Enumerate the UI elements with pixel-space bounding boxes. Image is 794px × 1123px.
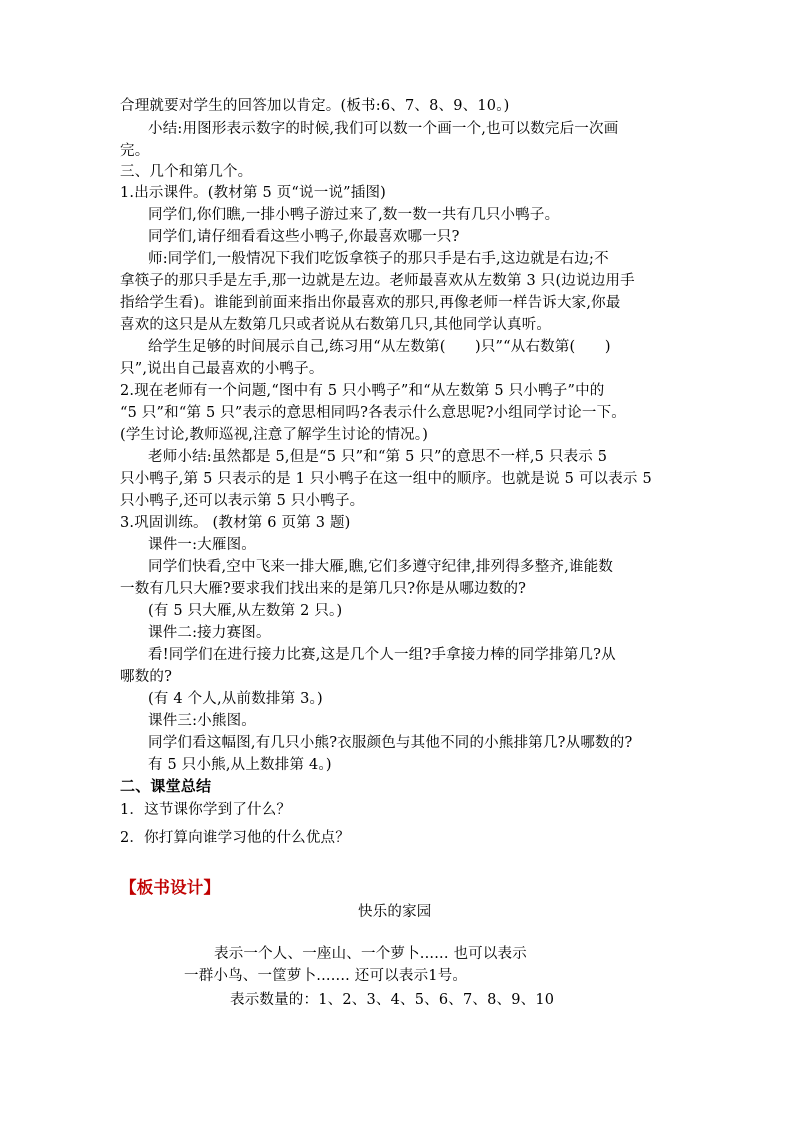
summary-item-2: 2．你打算向谁学习他的什么优点？ (120, 830, 350, 846)
text-line: 给学生足够的时间展示自己,练习用“从左数第( )只”“从右数第( ) (148, 339, 611, 355)
text-line: (有 5 只大雁,从左数第 2 只。) (148, 603, 343, 619)
text-line: 2.现在老师有一个问题,“图中有 5 只小鸭子”和“从左数第 5 只小鸭子”中的 (120, 383, 605, 399)
text-line: 同学们看这幅图,有几只小熊?衣服颜色与其他不同的小熊排第几?从哪数的? (148, 735, 633, 751)
text-line: 同学们快看,空中飞来一排大雁,瞧,它们多遵守纪律,排列得多整齐,谁能数 (148, 559, 614, 575)
text-line: 1.出示课件。(教材第 5 页“说一说”插图) (120, 185, 387, 201)
text-line: 同学们,请仔细看看这些小鸭子,你最喜欢哪一只? (148, 229, 460, 245)
text-line: 课件二:接力赛图。 (148, 625, 271, 641)
text-line: 看!同学们在进行接力比赛,这是几个人一组?手拿接力棒的同学排第几?从 (148, 647, 616, 663)
summary-item-1: 1．这节课你学到了什么？ (120, 802, 292, 818)
text-line: (有 4 个人,从前数排第 3。) (148, 691, 323, 707)
text-line: 指给学生看)。谁能到前面来指出你最喜欢的那只,再像老师一样告诉大家,你最 (120, 295, 621, 311)
board-design-label: 【板书设计】 (120, 878, 221, 897)
text-line: 三、几个和第几个。 (120, 164, 253, 180)
text-line: (学生讨论,教师巡视,注意了解学生讨论的情况。) (120, 427, 429, 443)
summary-heading: 二、课堂总结 (120, 777, 212, 795)
board-line-3: 表示数量的：1、2、3、4、5、6、7、8、9、10 (230, 992, 555, 1008)
board-line-2: 一群小鸟、一筐萝卜....... 还可以表示1号。 (184, 968, 468, 984)
board-title: 快乐的家园 (358, 904, 432, 920)
text-line: 只”,说出自己最喜欢的小鸭子。 (120, 361, 324, 377)
text-line: 拿筷子的那只手是左手,那一边就是左边。老师最喜欢从左数第 3 只(边说边用手 (120, 273, 635, 289)
text-line: 只小鸭子,还可以表示第 5 只小鸭子。 (120, 493, 365, 509)
text-line: 一数有几只大雁?要求我们找出来的是第几只?你是从哪边数的? (120, 581, 527, 597)
text-line: 3.巩固训练。 (教材第 6 页第 3 题) (120, 515, 351, 531)
text-line: 只小鸭子,第 5 只表示的是 1 只小鸭子在这一组中的顺序。也就是说 5 可以表示 5 (120, 471, 652, 487)
text-line: 课件一:大雁图。 (148, 537, 256, 553)
text-line: 老师小结:虽然都是 5,但是“5 只”和“第 5 只”的意思不一样,5 只表示 5 (148, 449, 608, 465)
text-line: “5 只”和“第 5 只”表示的意思相同吗?各表示什么意思呢?小组同学讨论一下。 (120, 405, 626, 421)
text-line: 师:同学们,一般情况下我们吃饭拿筷子的那只手是右手,这边就是右边;不 (148, 251, 609, 267)
board-line-1: 表示一个人、一座山、一个萝卜...... 也可以表示 (214, 946, 527, 962)
text-line: 喜欢的这只是从左数第几只或者说从右数第几只,其他同学认真听。 (120, 317, 552, 333)
text-line: 有 5 只小熊,从上数排第 4。) (148, 757, 332, 773)
text-line: 课件三:小熊图。 (148, 713, 256, 729)
text-line: 哪数的? (120, 669, 173, 685)
text-line: 合理就要对学生的回答加以肯定。(板书:6、7、8、9、10。) (120, 98, 510, 114)
text-line: 同学们,你们瞧,一排小鸭子游过来了,数一数一共有几只小鸭子。 (148, 207, 560, 223)
text-line: 小结:用图形表示数字的时候,我们可以数一个画一个,也可以数完后一次画 (148, 121, 619, 137)
text-line: 完。 (120, 143, 150, 159)
